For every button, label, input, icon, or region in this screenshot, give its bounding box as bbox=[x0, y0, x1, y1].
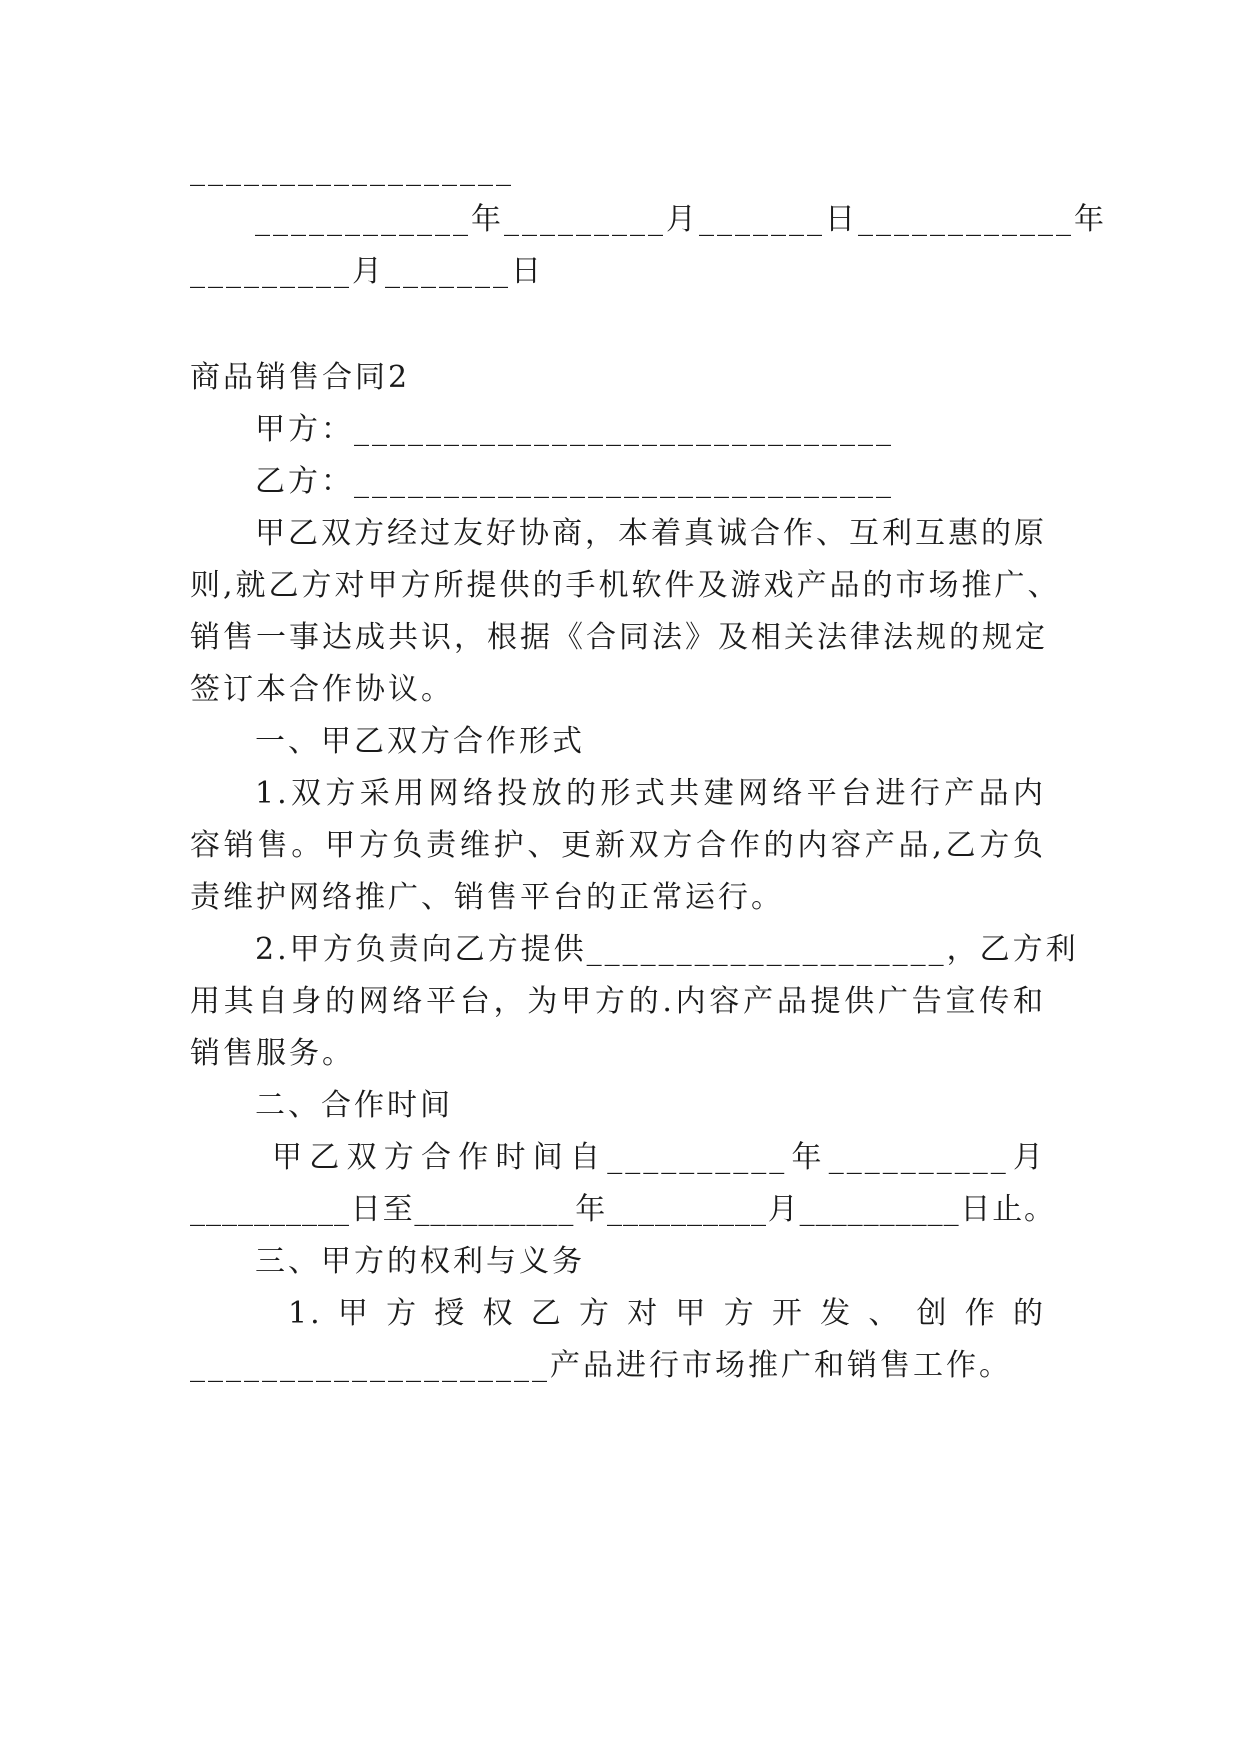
clause-3-1-line-1: 1.甲方授权乙方对甲方开发、创作的 bbox=[288, 1296, 1046, 1331]
contract-title: 商品销售合同2 bbox=[190, 360, 411, 395]
clause-1-1-line-1: 1.双方采用网络投放的形式共建网络平台进行产品内 bbox=[255, 776, 1046, 811]
section-heading-2: 二、合作时间 bbox=[255, 1088, 453, 1123]
section-heading-1: 一、甲乙双方合作形式 bbox=[255, 724, 585, 759]
clause-3-1-line-2: ____________________产品进行市场推广和销售工作。 bbox=[190, 1348, 1012, 1383]
clause-1-2-line-2: 用其自身的网络平台，为甲方的.内容产品提供广告宣传和 bbox=[190, 984, 1046, 1019]
clause-1-2-line-3: 销售服务。 bbox=[190, 1036, 355, 1071]
clause-1-1-line-3: 责维护网络推广、销售平台的正常运行。 bbox=[190, 880, 784, 915]
section-heading-3: 三、甲方的权利与义务 bbox=[255, 1244, 585, 1279]
signature-line: __________________ bbox=[190, 152, 514, 187]
date-line-continued: _________月_______日 bbox=[190, 254, 544, 289]
term-line-2: __________日至__________年__________月__________日止。 bbox=[190, 1192, 1055, 1227]
clause-1-1-line-2: 容销售。甲方负责维护、更新双方合作的内容产品,乙方负 bbox=[190, 828, 1046, 863]
date-line: ____________年_________月_______日____________年 bbox=[255, 202, 1107, 237]
preamble-line-2: 则,就乙方对甲方所提供的手机软件及游戏产品的市场推广、 bbox=[190, 568, 1061, 603]
clause-1-2-line-1: 2.甲方负责向乙方提供____________________，乙方利 bbox=[255, 932, 1079, 967]
party-b-line: 乙方：______________________________ bbox=[255, 464, 894, 499]
term-line-1: 甲乙双方合作时间自__________年__________月 bbox=[272, 1140, 1046, 1175]
preamble-line-1: 甲乙双方经过友好协商，本着真诚合作、互利互惠的原 bbox=[255, 516, 1047, 551]
preamble-line-4: 签订本合作协议。 bbox=[190, 672, 454, 707]
preamble-line-3: 销售一事达成共识，根据《合同法》及相关法律法规的规定 bbox=[190, 620, 1048, 655]
party-a-line: 甲方：______________________________ bbox=[255, 412, 894, 447]
